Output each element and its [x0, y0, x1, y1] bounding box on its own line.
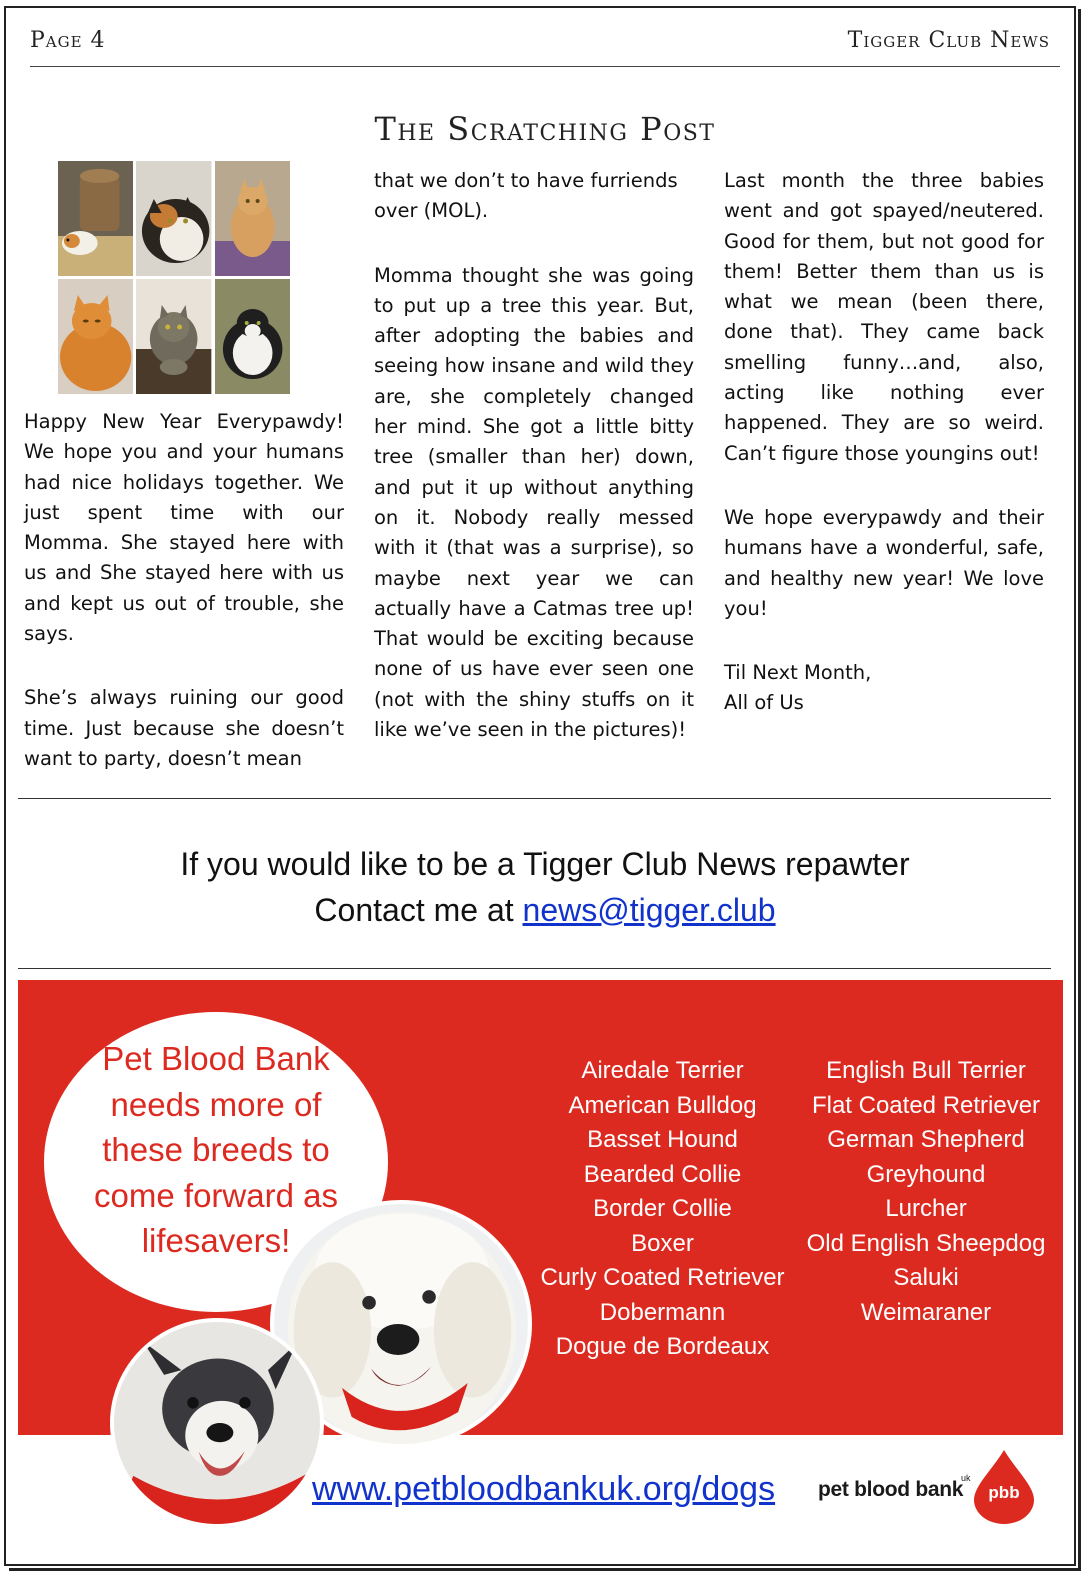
- cta-contact: [0, 892, 1090, 929]
- cat-photo-3: [215, 161, 290, 276]
- breed-item: Old English Sheepdog: [806, 1229, 1046, 1257]
- cat-photo-collage: [58, 161, 290, 394]
- breed-item: Lurcher: [885, 1195, 967, 1222]
- breed-list-right: [795, 1054, 1057, 1330]
- brand-mark: pbb: [988, 1483, 1020, 1502]
- breed-item: Weimaraner: [860, 1298, 992, 1326]
- bubble-line: needs more of: [110, 1085, 322, 1123]
- breed-list-left: [530, 1054, 795, 1365]
- header-rule: [30, 66, 1060, 67]
- paragraph: Last month the three babies went and got spayed/neutered. Good for them, but not good for them! Better them than us is what we mean (been there, done that). They came back smelling funny…and, also, acting like nothing ever happened. They are so weird. Can’t figure those youngins out!: [724, 169, 1044, 465]
- paragraph: We hope everypawdy and their humans have a wonderful, safe, and healthy new year! We love you!: [724, 505, 1044, 620]
- cat-photo-6: [215, 279, 290, 394]
- breed-item: Airedale Terrier: [581, 1057, 744, 1084]
- breed-item: Basset Hound: [587, 1126, 738, 1153]
- article-column-1: [24, 407, 344, 774]
- email-link[interactable]: news@tigger.club: [522, 892, 776, 928]
- breed-item: Greyhound: [866, 1160, 986, 1188]
- cat-photo-1: [58, 161, 133, 276]
- cat-photo-5: [136, 279, 211, 394]
- greyhound-photo: [110, 1318, 324, 1528]
- breed-item: Dobermann: [599, 1298, 726, 1326]
- breed-item: Flat Coated Retriever: [811, 1091, 1041, 1119]
- pet-blood-bank-url[interactable]: www.petbloodbankuk.org/dogs: [312, 1470, 776, 1508]
- cat-photo-2: [136, 161, 211, 276]
- page-number: Page 4: [30, 28, 106, 53]
- breed-item: American Bulldog: [568, 1091, 757, 1119]
- cat-photo-4: [58, 279, 133, 394]
- paragraph: Momma thought she was going to put up a tree this year. But, after adopting the babies and seeing how insane and wild they are, she completely changed her mind. She got a little bitty tree (smaller than her) down, and put it up without anything on it. Nobody really messed with it (that was a surprise), so maybe next year we can actually have a Catmas tree up! That would be exciting because none of us have ever seen one (not with the shiny stuffs on it like we’ve seen in the pictures)!: [374, 263, 694, 742]
- bubble-line: lifesavers!: [141, 1222, 291, 1259]
- signoff: [724, 658, 1044, 719]
- newsletter-title: Tigger Club News: [847, 28, 1050, 53]
- article-column-3: [724, 166, 1044, 719]
- breed-item: German Shepherd: [827, 1126, 1025, 1153]
- breed-item: Bearded Collie: [583, 1160, 742, 1188]
- section-divider: [18, 968, 1051, 969]
- bubble-line: these breeds to: [102, 1131, 330, 1168]
- section-divider: [18, 798, 1051, 799]
- article-column-2: [374, 166, 694, 745]
- breed-item: Dogue de Bordeaux: [555, 1333, 770, 1360]
- bubble-line: come forward as: [94, 1176, 338, 1214]
- signoff-line: Til Next Month,: [724, 661, 872, 685]
- paragraph: that we don’t to have furriends over (MOL).: [374, 169, 678, 223]
- brand-wordmark: pet blood bank: [818, 1478, 964, 1501]
- section-title: The Scratching Post: [374, 110, 716, 148]
- paragraph: Happy New Year Everypawdy! We hope you and your humans had nice holidays together. We just spent time with our Momma. She stayed here with us and She stayed here with us and kept us out of trouble, she says.: [24, 410, 344, 646]
- signoff-line: All of Us: [724, 691, 804, 715]
- breed-item: Border Collie: [593, 1195, 732, 1222]
- breed-item: English Bull Terrier: [826, 1057, 1026, 1084]
- paragraph: She’s always ruining our good time. Just because she doesn’t want to party, doesn’t mean: [24, 686, 344, 770]
- breed-item: Curly Coated Retriever: [540, 1264, 785, 1291]
- brand-region: uk: [961, 1473, 971, 1483]
- breed-item: Boxer: [631, 1229, 694, 1257]
- bubble-line: Pet Blood Bank: [102, 1040, 330, 1077]
- cta-contact-prefix: Contact me at: [314, 892, 523, 928]
- cta-heading: If you would like to be a Tigger Club News repawter: [180, 846, 910, 882]
- breed-item: Saluki: [893, 1264, 959, 1291]
